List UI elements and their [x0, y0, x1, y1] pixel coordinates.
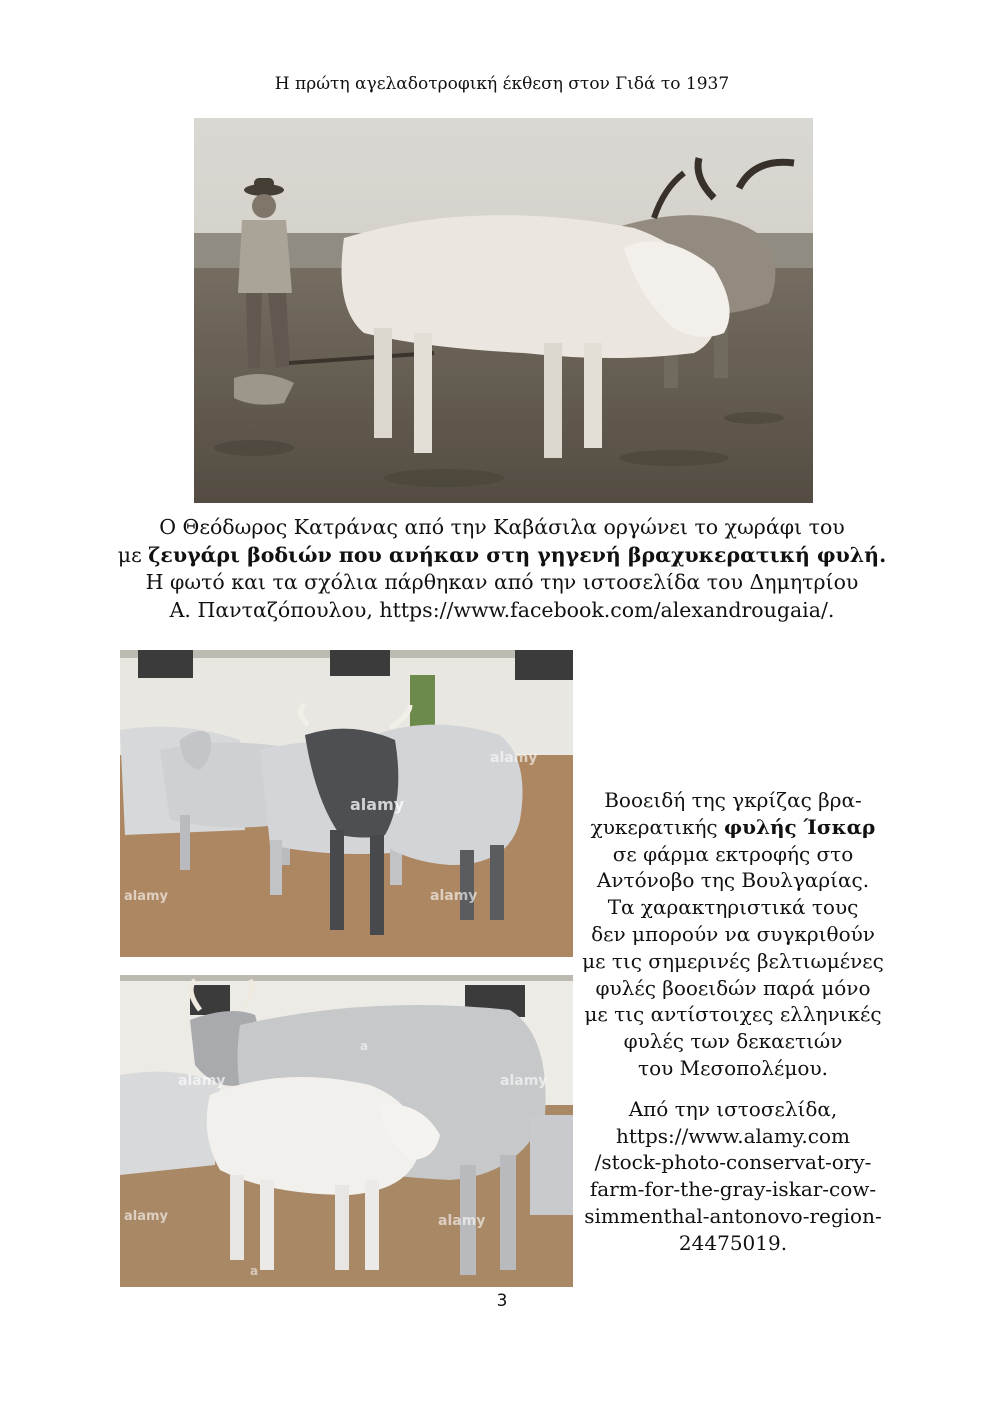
side-line-8: φυλές βοοειδών παρά μόνο: [595, 975, 871, 1000]
photo-caption-top: [110, 514, 894, 624]
page-number: 3: [496, 1291, 508, 1311]
side-line-3: σε φάρμα εκτροφής στο: [612, 841, 854, 866]
caption-bold-phrase: ζευγάρι βοδιών που ανήκαν στη γηγενή βραχυκερατική φυλή.: [148, 542, 887, 567]
photo-ploughing-oxen: [194, 118, 813, 503]
side-line-9: με τις αντίστοιχες ελληνικές: [584, 1002, 882, 1027]
watermark-alamy-7: alamy: [124, 1209, 169, 1224]
side-bold-breed: φυλής Ίσκαρ: [724, 814, 876, 839]
caption-line-4: Α. Πανταζόπουλου, https://www.facebook.com/alexandrougaia/.: [169, 597, 835, 622]
photo-iskar-herd: [120, 650, 573, 957]
source-line-5: simmenthal-antonovo-region-: [584, 1203, 882, 1228]
watermark-alamy-1: alamy: [350, 795, 405, 814]
side-line-1: Βοοειδή της γκρίζας βρα-: [604, 788, 862, 812]
source-line-6: 24475019.: [678, 1230, 788, 1255]
side-caption: [574, 787, 892, 1257]
side-line-6: δεν μπορούν να συγκριθούν: [591, 921, 875, 946]
photo-calf-suckling: [120, 975, 573, 1287]
side-line-7: με τις σημερινές βελτιωμένες: [582, 948, 884, 973]
watermark-a-2: a: [250, 1264, 259, 1278]
source-line-3: /stock-photo-conservat-ory-: [594, 1150, 872, 1175]
side-line-10: φυλές των δεκαετιών: [623, 1029, 843, 1054]
watermark-alamy-2: alamy: [490, 750, 538, 766]
caption-line-2: με ζευγάρι βοδιών που ανήκαν στη γηγενή βραχυκερατική φυλή.: [117, 542, 887, 567]
side-line-2: χυκερατικής φυλής Ίσκαρ: [590, 814, 876, 839]
side-line-11: του Μεσοπολέμου.: [638, 1055, 828, 1080]
source-line-1: Από την ιστοσελίδα,: [628, 1096, 838, 1121]
running-header: Η πρώτη αγελαδοτροφική έκθεση στον Γιδά το 1937: [274, 74, 730, 94]
watermark-alamy-3: alamy: [124, 889, 169, 904]
caption-line-1: Ο Θεόδωρος Κατράνας από την Καβάσιλα οργώνει το χωράφι του: [159, 515, 845, 539]
side-line-5: Τα χαρακτηριστικά τους: [607, 895, 859, 920]
watermark-alamy-8: alamy: [438, 1213, 486, 1229]
watermark-alamy-5: alamy: [178, 1073, 226, 1089]
watermark-alamy-6: alamy: [500, 1073, 548, 1089]
side-line-4: Αντόνοβο της Βουλγαρίας.: [596, 868, 870, 893]
source-line-2: https://www.alamy.com: [616, 1123, 850, 1148]
watermark-alamy-4: alamy: [430, 888, 478, 904]
source-line-4: farm-for-the-gray-iskar-cow-: [589, 1177, 877, 1202]
watermark-a-1: a: [360, 1039, 369, 1053]
caption-line-3: Η φωτό και τα σχόλια πάρθηκαν από την ιστοσελίδα του Δημητρίου: [145, 570, 859, 594]
